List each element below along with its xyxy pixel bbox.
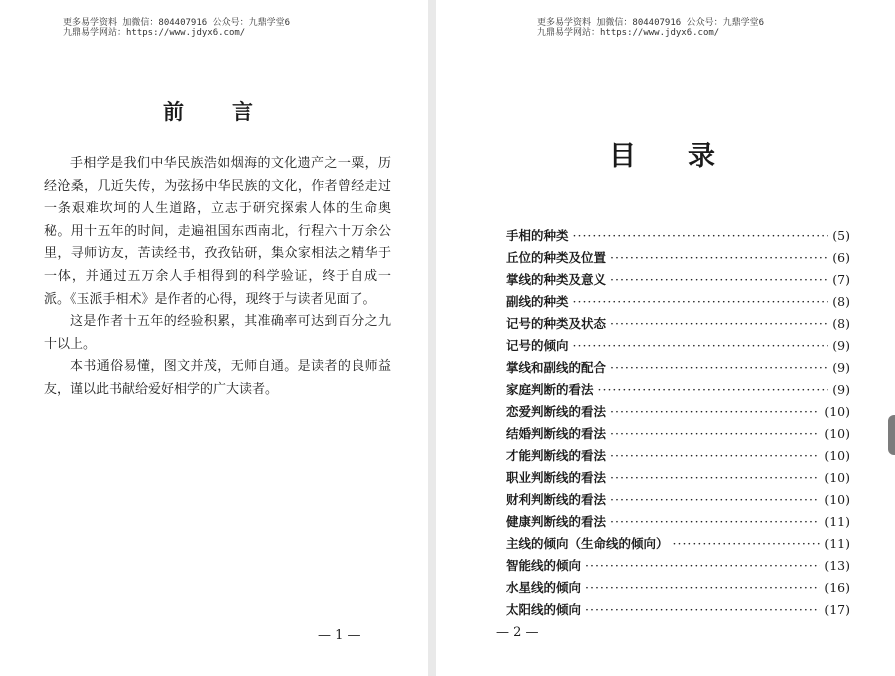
toc-entry[interactable] (506, 357, 850, 379)
toc-entry[interactable] (506, 379, 850, 401)
toc-leader-dots (610, 445, 820, 467)
toc-leader-dots (610, 269, 828, 291)
header-line-1: 更多易学资料 加微信：804407916 公众号：九鼎学堂6 (63, 18, 291, 28)
toc-entry-page: (10) (824, 404, 850, 419)
toc-leader-dots (585, 599, 820, 621)
toc-entry[interactable] (506, 401, 850, 423)
toc-leader-dots (585, 555, 820, 577)
toc-leader-dots (610, 313, 828, 335)
page-edge-mark (888, 415, 895, 455)
toc-entry-page: (10) (824, 492, 850, 507)
toc-entry-page: (10) (824, 426, 850, 441)
toc-entry-page: (16) (824, 580, 850, 595)
toc-entry-title: 结婚判断线的看法 (506, 426, 607, 441)
toc-entry-title: 丘位的种类及位置 (506, 250, 607, 265)
toc-entry[interactable] (506, 291, 850, 313)
toc-entry-title: 记号的倾向 (506, 338, 569, 353)
header-line-2: 九鼎易学网站：https://www.jdyx6.com/ (537, 28, 720, 38)
toc-entry-title: 健康判断线的看法 (506, 514, 607, 529)
toc-entry[interactable] (506, 225, 850, 247)
toc-leader-dots (610, 357, 828, 379)
toc-leader-dots (585, 577, 820, 599)
preface-paragraph: 这是作者十五年的经验积累，其准确率可达到百分之九十以上。 (44, 314, 391, 352)
toc-leader-dots (598, 379, 829, 401)
table-of-contents (506, 225, 850, 621)
toc-leader-dots (610, 423, 820, 445)
toc-entry-page: (6) (832, 250, 850, 265)
toc-entry-title: 太阳线的倾向 (506, 602, 582, 617)
toc-entry-title: 手相的种类 (506, 228, 569, 243)
toc-entry-title: 副线的种类 (506, 294, 569, 309)
page-number: — 1 — (318, 628, 361, 643)
toc-entry[interactable] (506, 555, 850, 577)
toc-entry[interactable] (506, 511, 850, 533)
toc-entry-title: 记号的种类及状态 (506, 316, 607, 331)
toc-entry[interactable] (506, 335, 850, 357)
left-page (0, 0, 428, 676)
toc-entry-title: 主线的倾向（生命线的倾向） (506, 536, 669, 551)
toc-entry[interactable] (506, 599, 850, 621)
toc-title: 目录 (609, 141, 767, 172)
toc-entry-page: (10) (824, 470, 850, 485)
toc-entry-page: (8) (832, 316, 850, 331)
toc-leader-dots (573, 335, 829, 357)
page-number: — 2 — (496, 625, 539, 640)
toc-entry-page: (9) (832, 338, 850, 353)
toc-entry[interactable] (506, 467, 850, 489)
toc-entry[interactable] (506, 313, 850, 335)
toc-entry-title: 才能判断线的看法 (506, 448, 607, 463)
preface-body (44, 153, 391, 402)
toc-entry[interactable] (506, 269, 850, 291)
toc-entry-page: (9) (832, 382, 850, 397)
toc-entry-title: 职业判断线的看法 (506, 470, 607, 485)
toc-entry-title: 掌线和副线的配合 (506, 360, 607, 375)
toc-entry-page: (11) (824, 514, 850, 529)
toc-entry[interactable] (506, 533, 850, 555)
toc-entry-title: 智能线的倾向 (506, 558, 582, 573)
toc-entry[interactable] (506, 247, 850, 269)
toc-entry[interactable] (506, 577, 850, 599)
toc-entry[interactable] (506, 423, 850, 445)
right-page (436, 0, 895, 676)
toc-entry[interactable] (506, 489, 850, 511)
toc-entry-title: 财利判断线的看法 (506, 492, 607, 507)
page-header (63, 18, 290, 38)
header-line-2: 九鼎易学网站：https://www.jdyx6.com/ (63, 28, 246, 38)
toc-leader-dots (610, 489, 820, 511)
toc-entry-page: (17) (824, 602, 850, 617)
toc-entry-page: (11) (824, 536, 850, 551)
toc-entry-title: 恋爱判断线的看法 (506, 404, 607, 419)
toc-entry-page: (9) (832, 360, 850, 375)
toc-leader-dots (610, 247, 828, 269)
toc-leader-dots (573, 291, 829, 313)
page-header (537, 18, 764, 38)
toc-entry-page: (5) (832, 228, 850, 243)
toc-entry-page: (13) (824, 558, 850, 573)
toc-entry-page: (7) (832, 272, 850, 287)
toc-entry-title: 家庭判断的看法 (506, 382, 594, 397)
toc-leader-dots (673, 533, 821, 555)
preface-paragraph: 本书通俗易懂，图文并茂，无师自通。是读者的良师益友，谨以此书献给爱好相学的广大读者。 (44, 359, 391, 397)
toc-entry-title: 水星线的倾向 (506, 580, 582, 595)
header-line-1: 更多易学资料 加微信：804407916 公众号：九鼎学堂6 (537, 18, 765, 28)
toc-entry[interactable] (506, 445, 850, 467)
toc-leader-dots (610, 511, 820, 533)
toc-leader-dots (573, 225, 829, 247)
toc-leader-dots (610, 401, 820, 423)
toc-entry-page: (10) (824, 448, 850, 463)
preface-title: 前言 (163, 99, 301, 124)
toc-leader-dots (610, 467, 820, 489)
toc-entry-title: 掌线的种类及意义 (506, 272, 607, 287)
toc-entry-page: (8) (832, 294, 850, 309)
preface-paragraph: 手相学是我们中华民族浩如烟海的文化遗产之一粟，历经沧桑，几近失传，为弦扬中华民族的文化，作者曾经走过一条艰难坎坷的人生道路，立志于研究探索人体的生命奥秘。用十五年的时间，走遍祖国东西南北，行程六十万余公里，寻师访友，苦读经书，孜孜钻研，集众家相法之精华于一体，并通过五万余人手相得到的科学验证，终于自成一派。《玉派手相术》是作者的心得，现终于与读者见面了。 (44, 156, 391, 307)
